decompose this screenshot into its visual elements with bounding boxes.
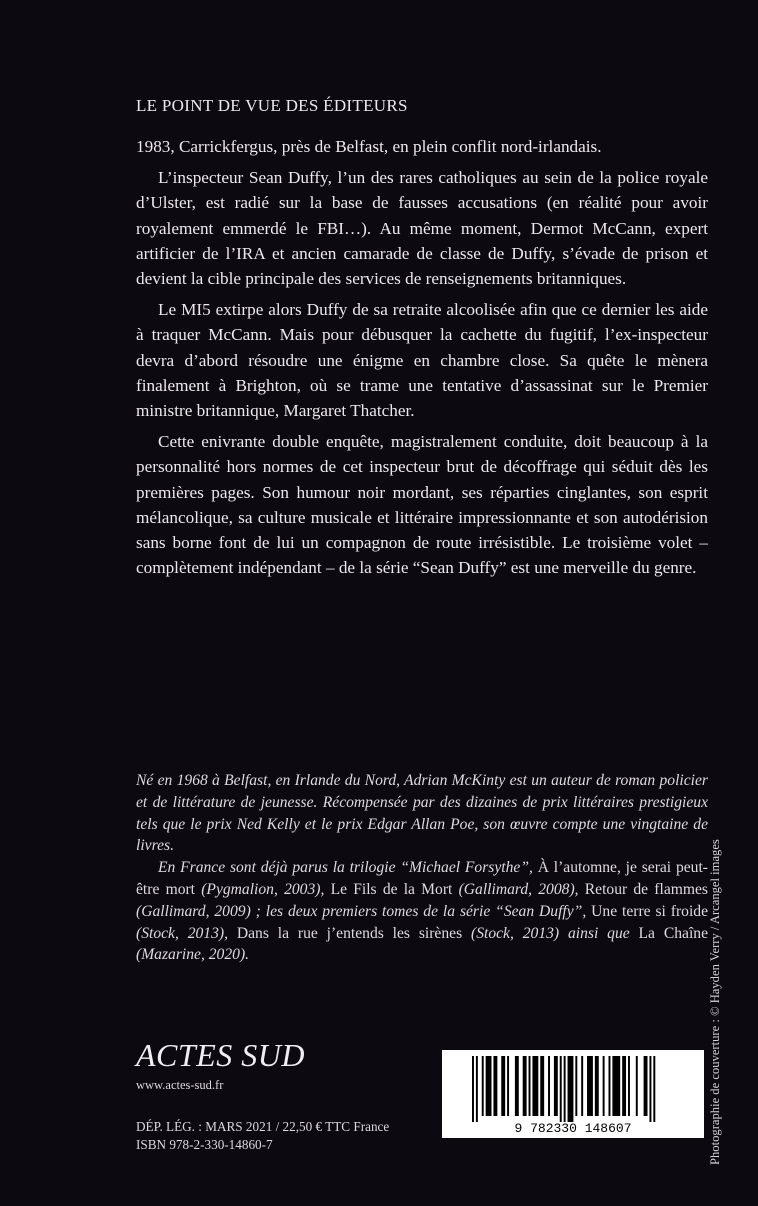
- barcode-bar: [507, 1056, 509, 1116]
- barcode-bar: [636, 1056, 638, 1116]
- barcode-bar: [523, 1056, 527, 1116]
- blurb-paragraph-4: Cette enivrante double enquête, magistralement conduite, doit beaucoup à la personnalité hors normes de cet inspecteur brut de décoffrage qui séduit dès les premières pages. Son humour noir mordant, ses réparties cinglantes, son esprit mélancolique, sa culture musicale et littéraire impressionnante et son autodérision sans borne font de lui un compagnon de route irrésistible. Le troisième volet – complètement indépendant – de la série “Sean Duffy” est une merveille du genre.: [136, 432, 708, 578]
- barcode-bar: [609, 1056, 611, 1116]
- barcode-bar: [644, 1056, 648, 1116]
- barcode-graphic: [442, 1050, 704, 1138]
- bio-text: (Stock, 2013) ainsi que: [462, 924, 639, 942]
- barcode-bar: [501, 1056, 505, 1116]
- barcode-bar: [581, 1056, 583, 1116]
- photo-credit: Photographie de couverture : © Hayden Verry / Arcangel images: [708, 839, 722, 1165]
- barcode-bar: [472, 1056, 474, 1122]
- barcode-bar: [564, 1056, 566, 1122]
- book-title: Retour de flammes: [584, 880, 709, 898]
- legal-deposit: DÉP. LÉG. : MARS 2021 / 22,50 € TTC France: [136, 1119, 390, 1134]
- barcode-bar: [653, 1056, 655, 1122]
- publisher-website: www.actes-sud.fr: [136, 1078, 224, 1092]
- barcode-bar: [532, 1056, 538, 1116]
- bio-text: (Mazarine, 2020).: [136, 946, 250, 964]
- book-title: La Chaîne: [638, 924, 709, 942]
- barcode-bar: [568, 1056, 574, 1122]
- bio-text: (Gallimard, 2008),: [452, 880, 585, 898]
- barcode-bar: [575, 1056, 577, 1116]
- bio-text: (Gallimard, 2009) ; les deux premiers tomes de la série “Sean Duffy”,: [136, 902, 592, 920]
- barcode-bar: [476, 1056, 478, 1122]
- bio-text: En France sont déjà parus la trilogie “Michael Forsythe”,: [158, 859, 538, 877]
- barcode-bar: [612, 1056, 620, 1116]
- barcode-bar: [649, 1056, 651, 1122]
- isbn: ISBN 978-2-330-14860-7: [136, 1137, 273, 1152]
- book-title: Le Fils de la Mort: [330, 880, 453, 898]
- blurb-paragraph-3: Le MI5 extirpe alors Duffy de sa retraite alcoolisée afin que ce dernier les aide à traquer McCann. Mais pour débusquer la cachette du fugitif, l’ex-inspecteur devra d’abord résoudre une énigme en chambre close. Sa quête le mènera finalement à Brighton, où se trame une tentative d’assassinat sur le Premier ministre britannique, Margaret Thatcher.: [136, 300, 708, 421]
- legal-info: [136, 1118, 389, 1154]
- barcode-bar: [486, 1056, 492, 1116]
- barcode-digits: 9 782330 148607: [514, 1121, 632, 1136]
- blurb-text: [136, 134, 708, 586]
- barcode-bar: [622, 1056, 626, 1116]
- bio-paragraph-2: [136, 857, 708, 966]
- book-title: Dans la rue j’entends les sirènes: [236, 924, 463, 942]
- blurb-paragraph-1: 1983, Carrickfergus, près de Belfast, en plein conflit nord-irlandais.: [136, 137, 602, 156]
- barcode-bar: [587, 1056, 593, 1116]
- barcode-bar: [493, 1056, 497, 1116]
- bio-text: (Pygmalion, 2003),: [195, 880, 331, 898]
- barcode: [442, 1050, 704, 1138]
- barcode-bar: [603, 1056, 605, 1116]
- barcode-bar: [628, 1056, 630, 1116]
- barcode-bar: [482, 1056, 484, 1116]
- bio-text: (Stock, 2013),: [136, 924, 237, 942]
- barcode-bar: [529, 1056, 531, 1116]
- barcode-bar: [540, 1056, 544, 1116]
- section-heading: LE POINT DE VUE DES ÉDITEURS: [136, 96, 408, 115]
- book-title: À l’automne, je serai peut-être mort: [136, 859, 708, 898]
- book-title: Une terre si froide: [591, 902, 708, 920]
- barcode-bar: [548, 1056, 550, 1116]
- barcode-bar: [560, 1056, 562, 1122]
- publisher-logo: ACTES SUD: [136, 1037, 305, 1073]
- bio-paragraph-1: Né en 1968 à Belfast, en Irlande du Nord, Adrian McKinty est un auteur de roman policier et de littérature de jeunesse. Récompensée par des dizaines de prix littéraires prestigieux tels que le prix Ned Kelly et le prix Edgar Allan Poe, son œuvre compte une vingtaine de livres.: [136, 772, 708, 855]
- blurb-paragraph-2: L’inspecteur Sean Duffy, l’un des rares catholiques au sein de la police royale d’Ulster, est radié sur la base de fausses accusations (en réalité pour avoir royalement emmerdé le FBI…). Au même moment, Dermot McCann, expert artificier de l’IRA et ancien camarade de classe de Duffy, s’évade de prison et devient la cible principale des services de renseignements britanniques.: [136, 168, 708, 289]
- barcode-bar: [595, 1056, 599, 1116]
- author-bio: [136, 770, 708, 966]
- barcode-bar: [554, 1056, 558, 1116]
- barcode-bar: [515, 1056, 519, 1116]
